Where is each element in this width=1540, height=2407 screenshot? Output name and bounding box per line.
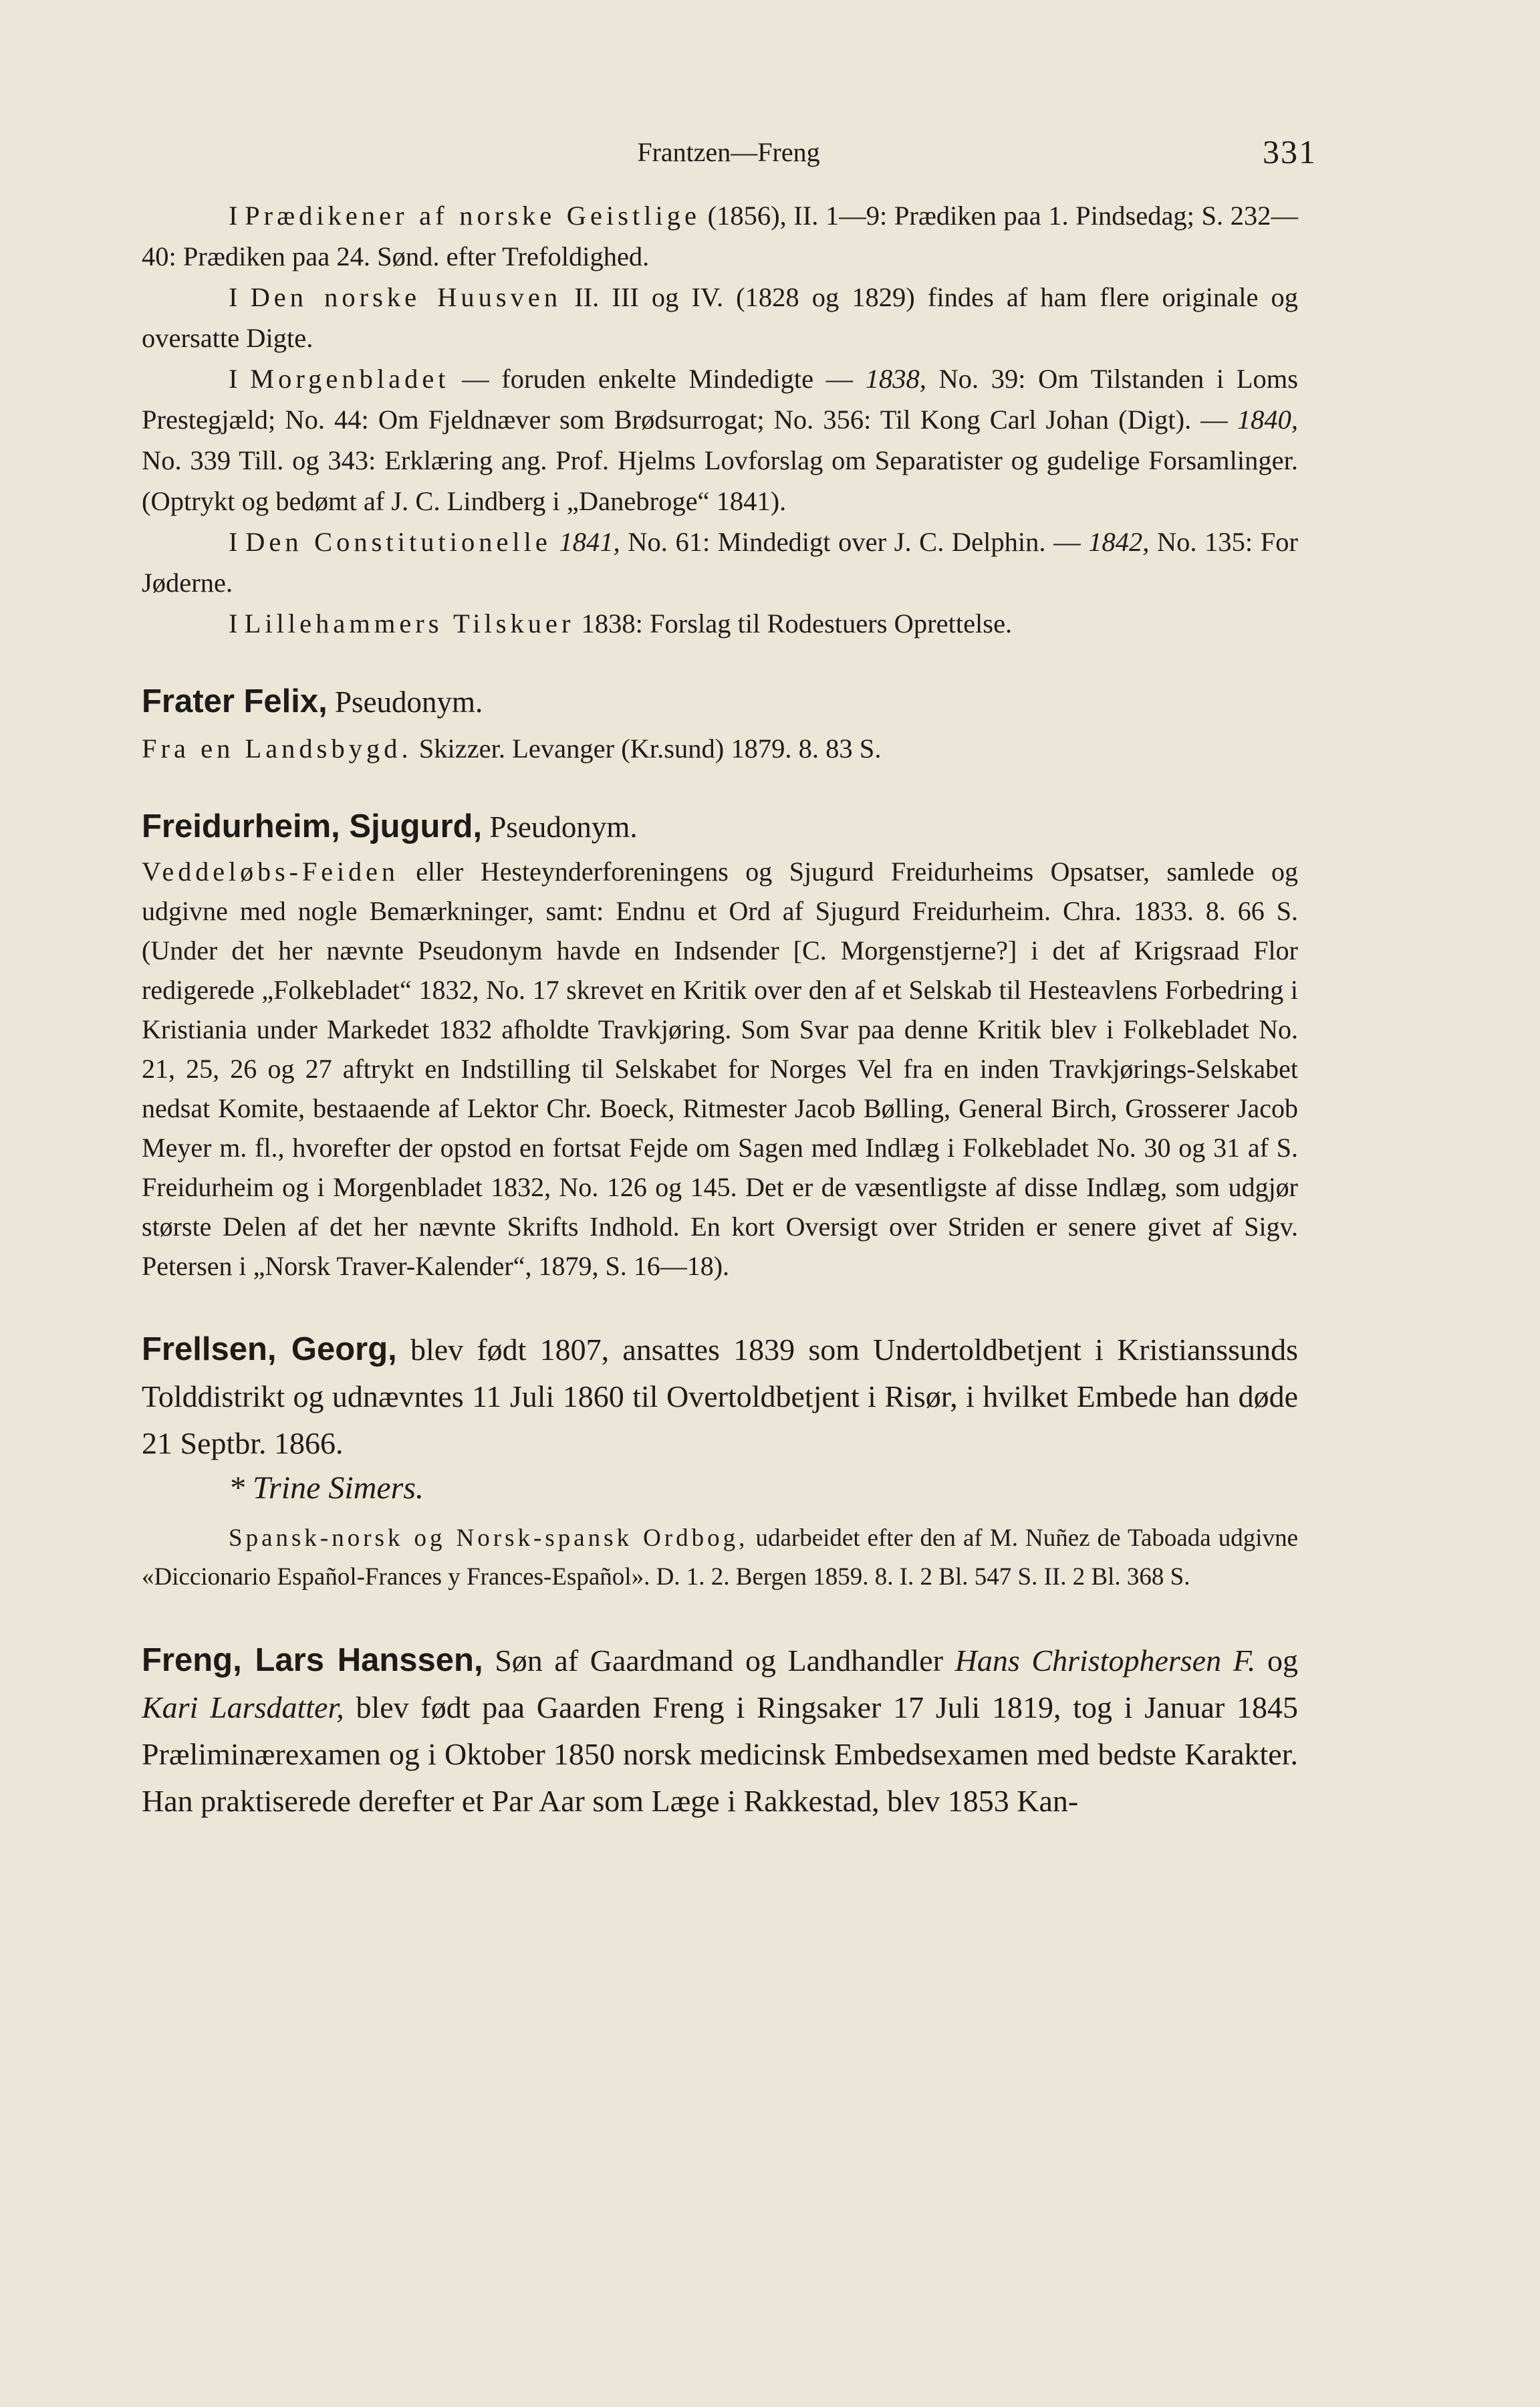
- reference-constitutionelle: [142, 522, 1298, 603]
- entry-heading: [142, 683, 1298, 720]
- entry-biography: [142, 1637, 1298, 1825]
- biography-text: blev født 1807, ansattes 1839 som Undertoldbetjent i Kristianssunds Tolddistrikt og udnævntes 11 Juli 1860 til Overtoldbetjent i Risør, i hvilket Embede han døde 21 Septbr. 1866.: [142, 1333, 1298, 1460]
- ref-text: No. 339 Till. og 343: Erklæring ang. Prof. Hjelms Lovforslag om Separatister og gudelige Forsamlinger. (Optrykt og bedømt af J. C. Lindberg i „Danebroge“ 1841).: [142, 445, 1298, 516]
- entry-work: [142, 852, 1298, 1286]
- ref-year: 1841,: [551, 527, 620, 557]
- ref-prefix: I: [229, 201, 245, 231]
- entry-heading: [142, 808, 1298, 845]
- reference-morgenbladet: [142, 358, 1298, 522]
- work-text: Skizzer. Levanger (Kr.sund) 1879. 8. 83 S.: [412, 733, 882, 764]
- ref-prefix: I: [229, 282, 251, 312]
- ref-text: (1856), II. 1—9: Prædiken paa 1. Pindsedag; S. 232—40: Prædiken paa 24. Sønd. efter Trefoldighed.: [142, 201, 1299, 271]
- ref-year: 1842,: [1088, 527, 1150, 557]
- ref-text: II. III og IV. (1828 og 1829) findes af ham flere originale og oversatte Digte.: [142, 282, 1298, 353]
- work-text: udarbeidet efter den af M. Nuñez de Taboada udgivne «Diccionario Español-Frances y Frances-Español». D. 1. 2. Bergen 1859. 8. I. 2 Bl. 547 S. II. 2 Bl. 368 S.: [142, 1524, 1298, 1591]
- ref-prefix: I: [229, 364, 251, 394]
- work-title: Spansk-norsk og Norsk-spansk Ordbog,: [229, 1524, 749, 1552]
- ref-title: Morgenbladet: [250, 364, 450, 394]
- entry-work: [142, 1519, 1298, 1597]
- work-title: Fra en Landsbygd.: [142, 733, 412, 764]
- reference-huusven: [142, 277, 1298, 358]
- entry-role: Pseudonym.: [327, 685, 483, 719]
- entry-frellsen: [142, 1326, 1298, 1597]
- page-header: [140, 132, 1317, 173]
- biography-text: Søn af Gaardmand og Landhandler: [483, 1643, 955, 1678]
- pseudonym-line: * Trine Simers.: [229, 1470, 424, 1506]
- ref-prefix: I: [229, 608, 245, 639]
- mother-name: Kari Larsdatter,: [142, 1690, 344, 1724]
- entry-frater-felix: [142, 683, 1298, 769]
- entry-role: Pseudonym.: [482, 810, 638, 844]
- ref-text: No. 61: Mindedigt over J. C. Delphin. —: [620, 527, 1089, 557]
- biography-text: blev født paa Gaarden Freng i Ringsaker 17 Juli 1819, tog i Januar 1845 Præliminærexamen og i Oktober 1850 norsk medicinsk Embedsexamen med bedste Karakter. Han praktiserede derefter et Par Aar som Læge i Rakkestad, blev 1853 Kan-: [142, 1690, 1299, 1818]
- entry-freng: [142, 1637, 1298, 1825]
- ref-text: No. 135: For Jøderne.: [142, 527, 1298, 598]
- ref-title: Prædikener af norske Geistlige: [245, 201, 700, 231]
- ref-text: No. 39: Om Tilstanden i Loms Prestegjæld; No. 44: Om Fjeldnæver som Brødsurrogat; No. 356: Til Kong Carl Johan (Digt). —: [142, 364, 1298, 435]
- father-name: Hans Christophersen F.: [954, 1643, 1256, 1678]
- entry-freidurheim: [142, 808, 1298, 1286]
- entry-name: Frater Felix,: [142, 683, 328, 719]
- ref-text: 1838: Forslag til Rodestuers Oprettelse.: [574, 608, 1013, 639]
- page-number: 331: [1263, 133, 1317, 170]
- work-title: Veddeløbs-Feiden: [142, 856, 399, 887]
- ref-text: — foruden enkelte Mindedigte —: [449, 364, 866, 394]
- ref-prefix: I: [229, 527, 246, 557]
- ref-title: Den Constitutionelle: [245, 527, 551, 557]
- entry-name: Freng, Lars Hanssen,: [142, 1642, 483, 1678]
- ref-title: Den norske Huusven: [250, 282, 562, 312]
- entry-name: Frellsen, Georg,: [142, 1331, 397, 1367]
- running-head: Frantzen—Freng: [637, 137, 820, 167]
- ref-year: 1840,: [1237, 405, 1298, 435]
- ref-year: 1838,: [865, 364, 926, 394]
- biography-text: og: [1255, 1643, 1298, 1678]
- entry-work: [142, 728, 1298, 769]
- ref-title: Lillehammers Tilskuer: [244, 608, 575, 639]
- entry-biography: [142, 1326, 1298, 1467]
- entry-name: Freidurheim, Sjugurd,: [142, 808, 483, 844]
- reference-praedikener: [142, 195, 1298, 277]
- page-body: [142, 195, 1298, 1825]
- reference-tilskuer: [142, 603, 1298, 644]
- work-text: eller Hesteynderforeningens og Sjugurd Freidurheims Opsatser, samlede og udgivne med nogle Bemærkninger, samt: Endnu et Ord af Sjugurd Freidurheim. Chra. 1833. 8. 66 S. (Under det her nævnte Pseudonym havde en Indsender [C. Morgenstjerne?] i det af Krigsraad Flor redigerede „Folkebladet“ 1832, No. 17 skrevet en Kritik over den af et Selskab til Hesteavlens Forbedring i Kristiania under Markedet 1832 afholdte Travkjøring. Som Svar paa denne Kritik blev i Folkebladet No. 21, 25, 26 og 27 aftrykt en Indstilling til Selskabet for Norges Vel fra en inden Travkjørings-Selskabet nedsat Komite, bestaaende af Lektor Chr. Boeck, Ritmester Jacob Bølling, General Birch, Grosserer Jacob Meyer m. fl., hvorefter der opstod en fortsat Fejde om Sagen med Indlæg i Folkebladet No. 30 og 31 af S. Freidurheim og i Morgenbladet 1832, No. 126 og 145. Det er de væsentligste af disse Indlæg, som udgjør største Delen af det her nævnte Skrifts Indhold. En kort Oversigt over Striden er senere givet af Sigv. Petersen i „Norsk Traver-Kalender“, 1879, S. 16—18).: [142, 856, 1298, 1281]
